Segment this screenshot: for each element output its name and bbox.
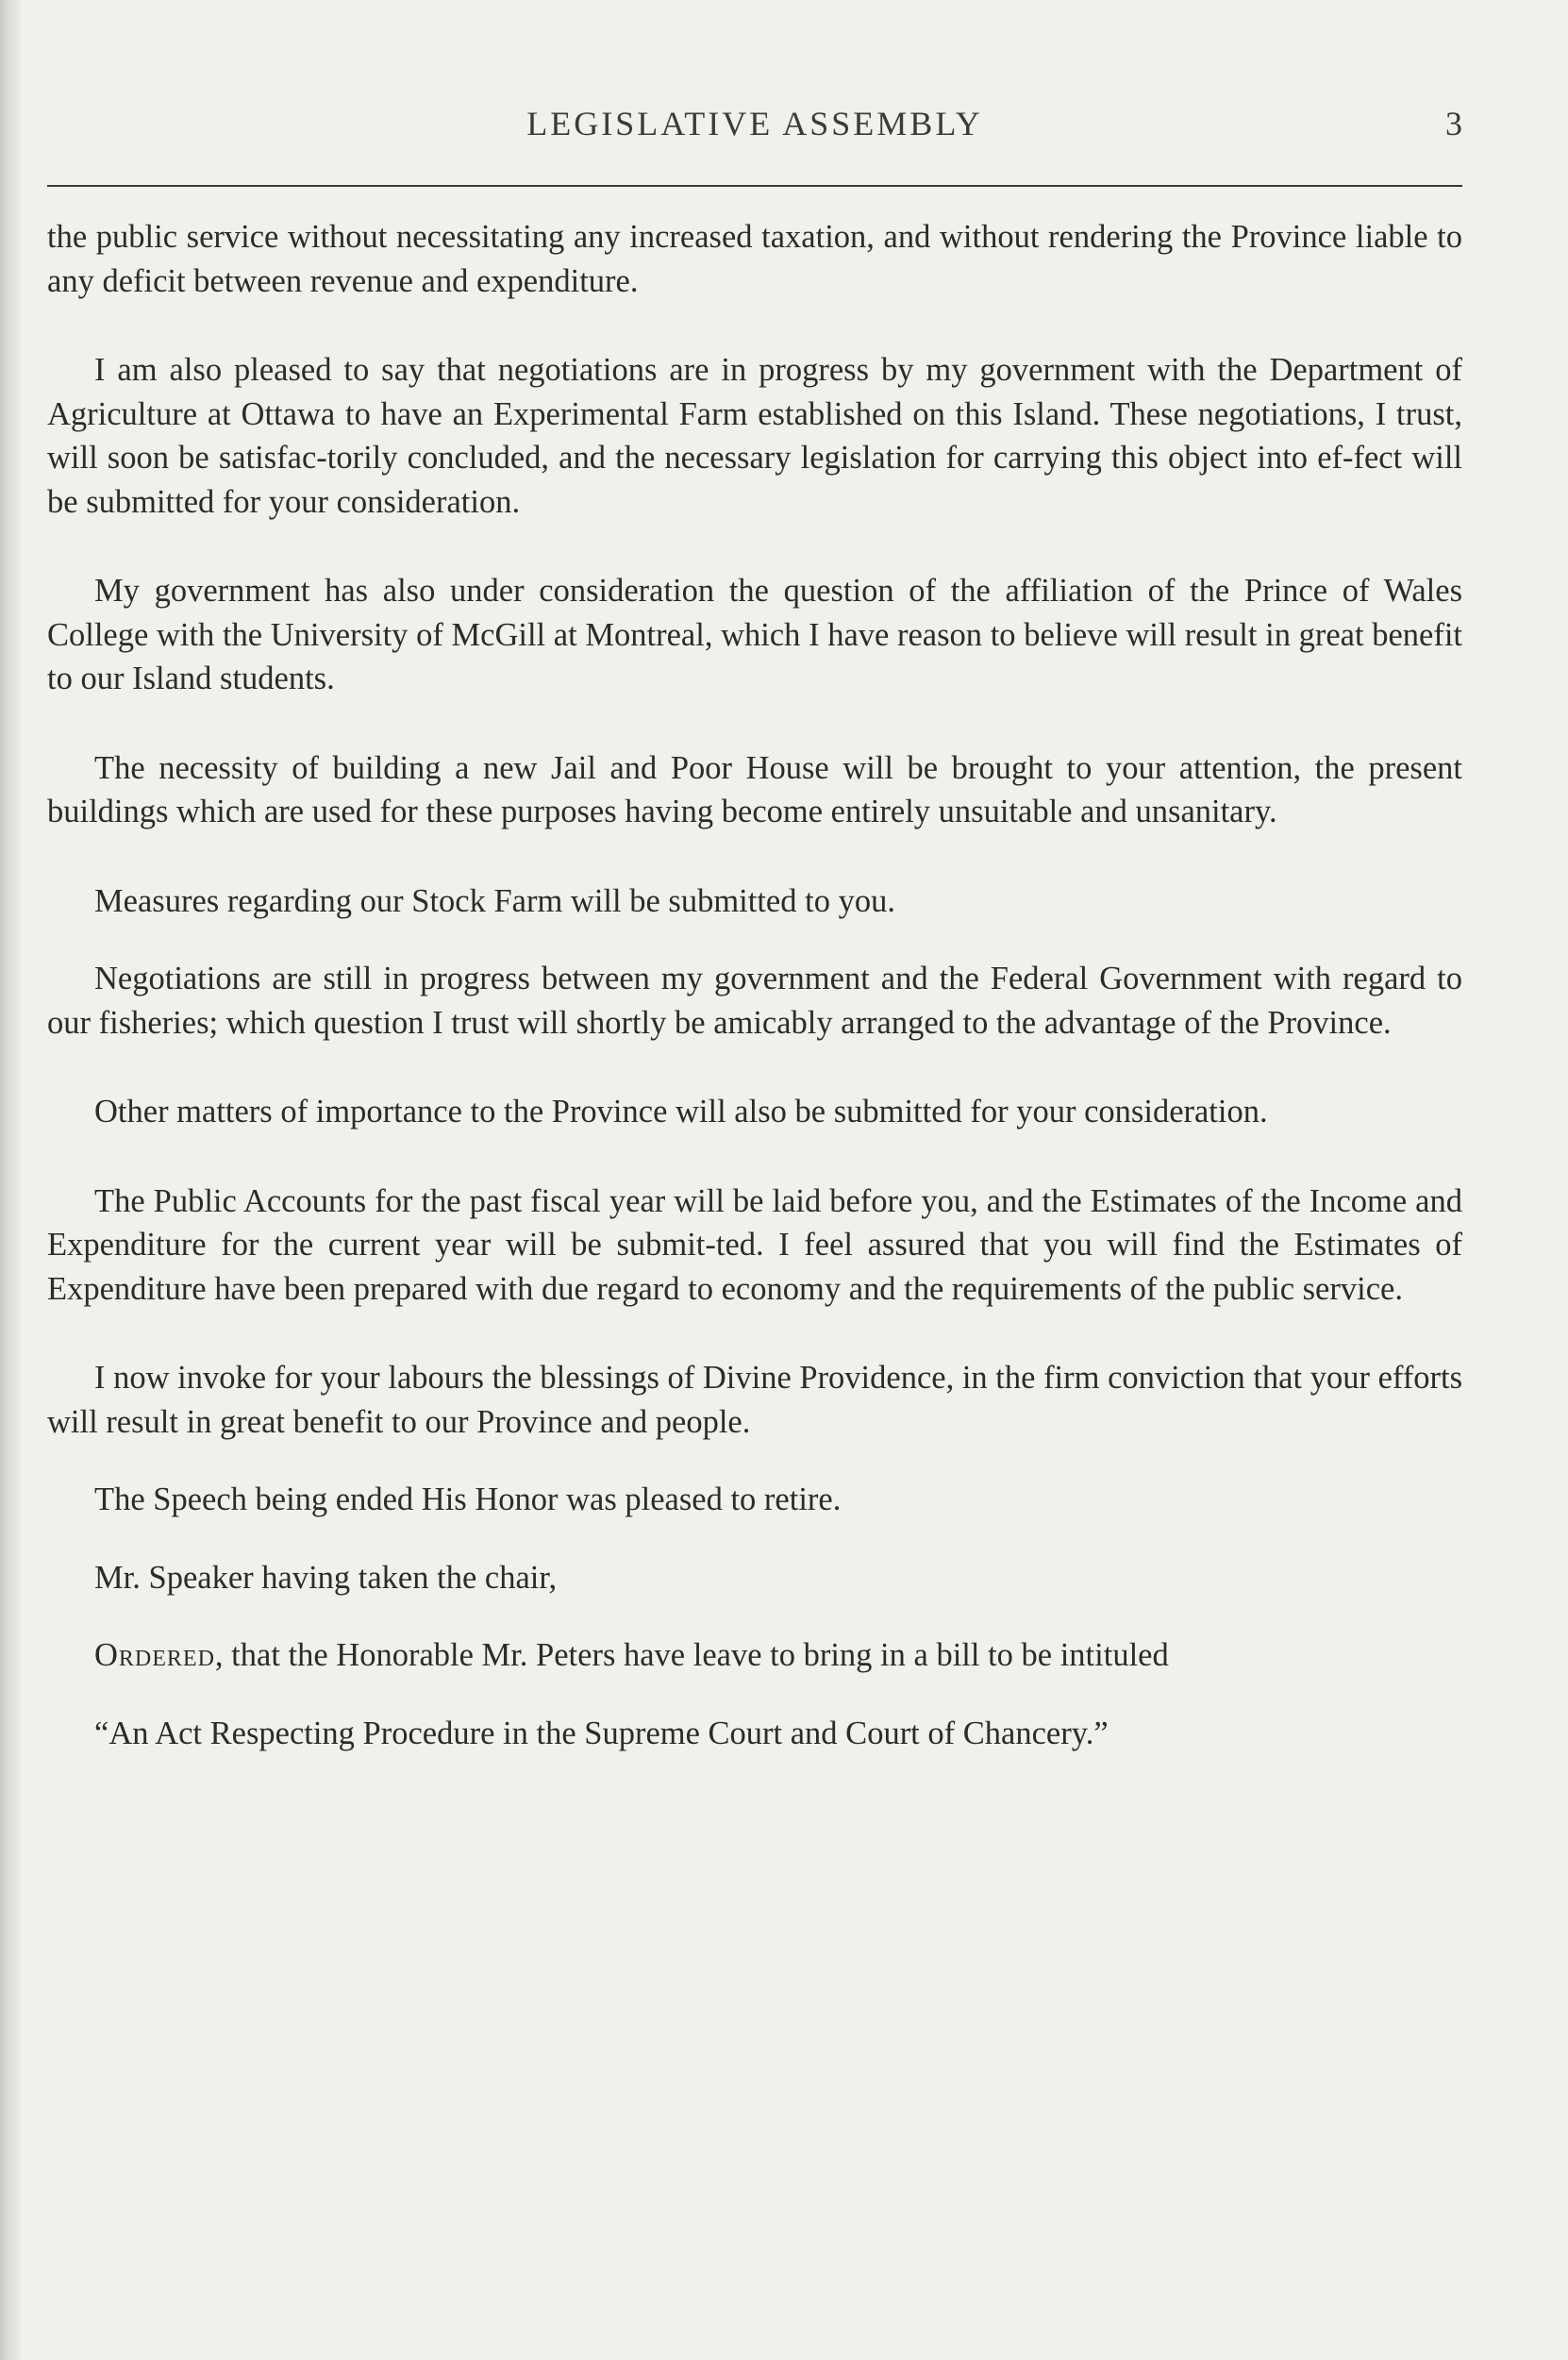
ordered-text: , that the Honorable Mr. Peters have leave to bring in a bill to be intituled [214,1637,1169,1673]
page-header [47,104,1462,160]
body-text [47,215,1462,1800]
paragraph-divine-providence: I now invoke for your labours the blessings of Divine Providence, in the firm conviction that your efforts will result in great benefit to our Province and people. [47,1360,1462,1440]
paragraph-stock-farm: Measures regarding our Stock Farm will be submitted to you. [94,882,895,919]
page-number: 3 [1445,105,1462,142]
paragraph-experimental-farm: I am also pleased to say that negotiations are in progress by my government with the Department of Agriculture at Ottawa to have an Experimental Farm established on this Island. These negotiations, I trust, will soon be satisfac-torily concluded, and the necessary legislation for carrying this object into ef-fect will be submitted for your consideration. [47,352,1462,520]
running-title: LEGISLATIVE ASSEMBLY [526,105,983,142]
page-edge-shadow [0,0,21,2360]
paragraph-other-matters: Other matters of importance to the Province will also be submitted for your consideration. [94,1094,1268,1130]
paragraph-fisheries: Negotiations are still in progress between my government and the Federal Government with regard to our fisheries; which question I trust will shortly be amicably arranged to the advantage of the Province. [47,961,1462,1041]
paragraph-college-affiliation: My government has also under consideration the question of the affiliation of the Prince of Wales College with the University of McGill at Montreal, which I have reason to believe will result in great benefit to our Island students. [47,573,1462,696]
paragraph-speech-ended: The Speech being ended His Honor was pleased to retire. [94,1481,842,1517]
bill-title: “An Act Respecting Procedure in the Supreme Court and Court of Chancery.” [94,1715,1109,1751]
paragraph-continued: the public service without necessitating any increased taxation, and without rendering the Province liable to any deficit between revenue and expenditure. [47,219,1462,299]
paragraph-speaker-chair: Mr. Speaker having taken the chair, [94,1559,558,1596]
header-rule [47,185,1462,187]
ordered-lead: Ordered [94,1637,215,1673]
paragraph-ordered [47,1633,1462,1678]
paragraph-public-accounts: The Public Accounts for the past fiscal year will be laid before you, and the Estimates of the Income and Expenditure for the current year will be submit-ted. I feel assured that you will find the Estimates of Expenditure have been prepared with due regard to economy and the requirements of the public service. [47,1182,1462,1307]
paragraph-jail-poor-house: The necessity of building a new Jail and Poor House will be brought to your attention, the present buildings which are used for these purposes having become entirely unsuitable and unsanitary. [47,749,1462,829]
